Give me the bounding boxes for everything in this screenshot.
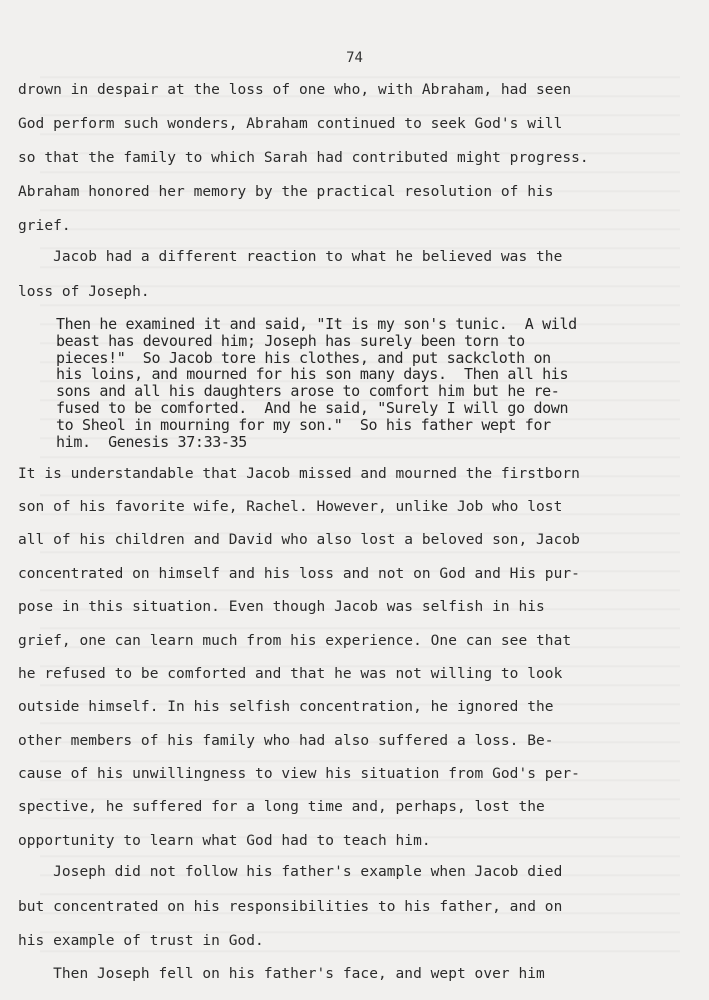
quote-line: him. Genesis 37:33-35 (56, 432, 247, 451)
body-line: outside himself. In his selfish concentration, he ignored the (18, 699, 554, 715)
quote-line: fused to be comforted. And he said, "Surely I will go down (56, 398, 569, 417)
body-line: Then Joseph fell on his father's face, and wept over him (18, 966, 545, 982)
body-line: son of his favorite wife, Rachel. However, unlike Job who lost (18, 499, 563, 515)
body-line: opportunity to learn what God had to teach him. (18, 833, 431, 849)
body-line: Joseph did not follow his father's example when Jacob died (18, 864, 563, 880)
body-line: It is understandable that Jacob missed and mourned the firstborn (18, 466, 580, 482)
body-line: concentrated on himself and his loss and not on God and His pur- (18, 566, 580, 582)
body-line: his example of trust in God. (18, 933, 264, 949)
body-line: so that the family to which Sarah had contributed might progress. (18, 150, 589, 166)
scripture-quote (56, 316, 656, 450)
body-line: but concentrated on his responsibilities to his father, and on (18, 899, 563, 915)
quote-line: to Sheol in mourning for my son." So his father wept for (56, 415, 551, 434)
quote-line: sons and all his daughters arose to comfort him but he re- (56, 382, 560, 401)
body-line: grief, one can learn much from his experience. One can see that (18, 633, 572, 649)
body-line: spective, he suffered for a long time and, perhaps, lost the (18, 799, 545, 815)
body-line: God perform such wonders, Abraham continued to seek God's will (18, 116, 563, 132)
body-line: grief. (18, 218, 71, 234)
page-number: 74 (346, 50, 363, 66)
body-line: loss of Joseph. (18, 284, 150, 300)
quote-line: beast has devoured him; Joseph has surely been torn to (56, 331, 525, 350)
quote-line: his loins, and mourned for his son many days. Then all his (56, 365, 569, 384)
body-line: pose in this situation. Even though Jacob was selfish in his (18, 599, 545, 615)
body-line: Abraham honored her memory by the practical resolution of his (18, 184, 554, 200)
body-line: drown in despair at the loss of one who, with Abraham, had seen (18, 82, 572, 98)
quote-line: Then he examined it and said, "It is my son's tunic. A wild (56, 315, 577, 333)
body-line: he refused to be comforted and that he was not willing to look (18, 666, 563, 682)
quote-line: pieces!" So Jacob tore his clothes, and put sackcloth on (56, 348, 551, 367)
body-line: Jacob had a different reaction to what he believed was the (18, 249, 563, 265)
body-line: all of his children and David who also lost a beloved son, Jacob (18, 532, 580, 548)
body-line: cause of his unwillingness to view his situation from God's per- (18, 766, 580, 782)
body-line: other members of his family who had also suffered a loss. Be- (18, 733, 554, 749)
